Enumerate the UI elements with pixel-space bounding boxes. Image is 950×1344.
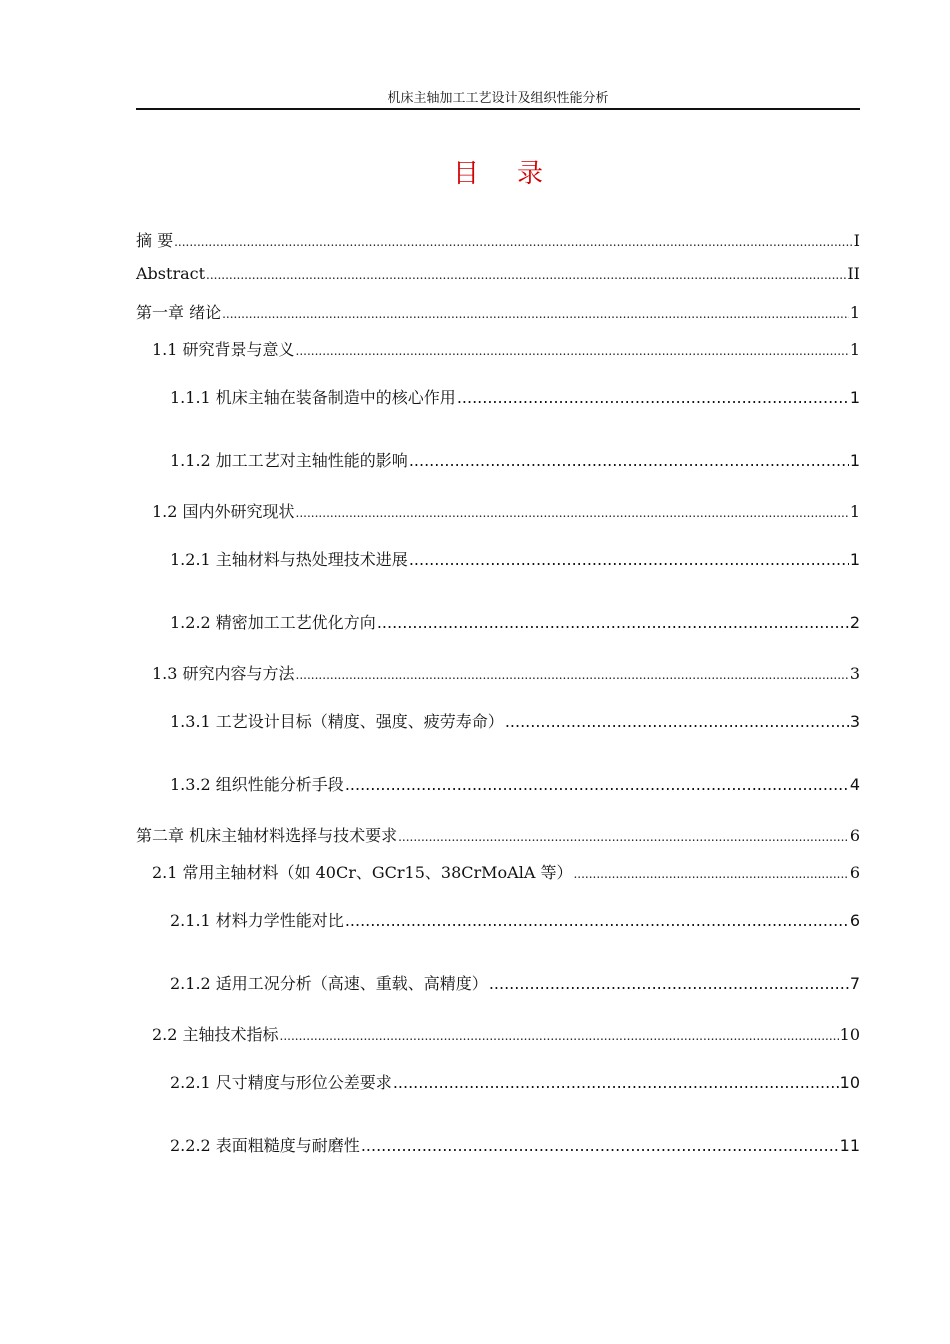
toc-leader-dots <box>573 867 848 881</box>
toc-leader-dots <box>174 235 853 249</box>
toc-entry-2-2-1[interactable] <box>170 1070 860 1093</box>
toc-page-number: 10 <box>839 1073 860 1092</box>
toc-entry-2-1-1[interactable] <box>170 908 860 931</box>
toc-entry-label: 2.1.2 适用工况分析（高速、重载、高精度） <box>170 974 488 993</box>
toc-page-number: 4 <box>849 775 860 794</box>
toc-entry-1-2[interactable] <box>152 499 860 522</box>
toc-entry-label: 2.2.2 表面粗糙度与耐磨性 <box>170 1136 360 1155</box>
toc-entry-label: 第二章 机床主轴材料选择与技术要求 <box>136 826 398 845</box>
toc-page-number: 1 <box>849 340 860 359</box>
toc-page-number: 1 <box>849 502 860 521</box>
toc-page-number: 1 <box>849 451 860 470</box>
toc-page-number: 6 <box>849 911 860 930</box>
toc-entry-label: 第一章 绪论 <box>136 303 222 322</box>
toc-page-number: 11 <box>839 1136 860 1155</box>
toc-leader-dots <box>361 1136 839 1155</box>
toc-entry-1-2-1[interactable] <box>170 547 860 570</box>
toc-entry-2-2[interactable] <box>152 1022 860 1045</box>
toc-entry-1-3-2[interactable] <box>170 772 860 795</box>
toc-leader-dots <box>489 974 849 993</box>
running-header: 机床主轴加工工艺设计及组织性能分析 <box>387 91 609 106</box>
toc-entry-1-3-1[interactable] <box>170 709 860 732</box>
toc-page-number: 3 <box>849 712 860 731</box>
toc-entry-label: 1.2 国内外研究现状 <box>152 502 295 521</box>
toc-leader-dots <box>393 1073 839 1092</box>
toc-leader-dots <box>409 550 849 569</box>
toc-entry-1-1[interactable] <box>152 337 860 360</box>
toc-entry-label: 1.2.1 主轴材料与热处理技术进展 <box>170 550 408 569</box>
toc-entry-abstract-cn[interactable] <box>136 228 860 251</box>
toc-page-number: 6 <box>849 826 860 845</box>
toc-page-number: 7 <box>849 974 860 993</box>
toc-entry-label: 2.2 主轴技术指标 <box>152 1025 279 1044</box>
toc-entry-label: 摘 要 <box>136 231 174 250</box>
toc-entry-2-2-2[interactable] <box>170 1133 860 1156</box>
toc-entry-chapter-1[interactable] <box>136 300 860 323</box>
toc-leader-dots <box>296 506 849 520</box>
toc-entry-label: 1.1.1 机床主轴在装备制造中的核心作用 <box>170 388 456 407</box>
toc-entry-label: Abstract <box>136 264 206 283</box>
toc-entry-label: 1.3 研究内容与方法 <box>152 664 295 683</box>
toc-entry-abstract-en[interactable] <box>136 264 860 283</box>
toc-leader-dots <box>280 1029 839 1043</box>
toc-page-number: 2 <box>849 613 860 632</box>
toc-leader-dots <box>296 668 849 682</box>
toc-leader-dots <box>409 451 849 470</box>
toc-leader-dots <box>345 775 849 794</box>
toc-entry-2-1-2[interactable] <box>170 971 860 994</box>
toc-title: 目录 <box>452 159 581 189</box>
toc-entry-label: 1.3.1 工艺设计目标（精度、强度、疲劳寿命） <box>170 712 504 731</box>
toc-entry-label: 2.1.1 材料力学性能对比 <box>170 911 344 930</box>
toc-leader-dots <box>345 911 849 930</box>
toc-page-number: 1 <box>849 388 860 407</box>
toc-page-number: 1 <box>849 303 860 322</box>
toc-page-number: 3 <box>849 664 860 683</box>
toc-entry-label: 2.2.1 尺寸精度与形位公差要求 <box>170 1073 392 1092</box>
toc-entry-label: 1.1 研究背景与意义 <box>152 340 295 359</box>
toc-leader-dots <box>206 268 846 282</box>
toc-page-number: 10 <box>839 1025 860 1044</box>
toc-leader-dots <box>296 344 849 358</box>
toc-entry-2-1[interactable] <box>152 860 860 883</box>
toc-leader-dots <box>377 613 849 632</box>
toc-leader-dots <box>457 388 849 407</box>
toc-leader-dots <box>505 712 849 731</box>
toc-page-number: II <box>847 264 860 283</box>
toc-entry-label: 2.1 常用主轴材料（如 40Cr、GCr15、38CrMoAlA 等） <box>152 863 573 882</box>
toc-entry-label: 1.1.2 加工工艺对主轴性能的影响 <box>170 451 408 470</box>
toc-entry-1-3[interactable] <box>152 661 860 684</box>
toc-entry-1-2-2[interactable] <box>170 610 860 633</box>
toc-leader-dots <box>398 830 849 844</box>
toc-page-number: 6 <box>849 863 860 882</box>
toc-leader-dots <box>222 307 849 321</box>
toc-entry-1-1-2[interactable] <box>170 448 860 471</box>
toc-page-number: I <box>853 231 860 250</box>
toc-page-number: 1 <box>849 550 860 569</box>
toc-entry-label: 1.2.2 精密加工工艺优化方向 <box>170 613 376 632</box>
toc-entry-1-1-1[interactable] <box>170 385 860 408</box>
toc-entry-chapter-2[interactable] <box>136 823 860 846</box>
toc-entry-label: 1.3.2 组织性能分析手段 <box>170 775 344 794</box>
